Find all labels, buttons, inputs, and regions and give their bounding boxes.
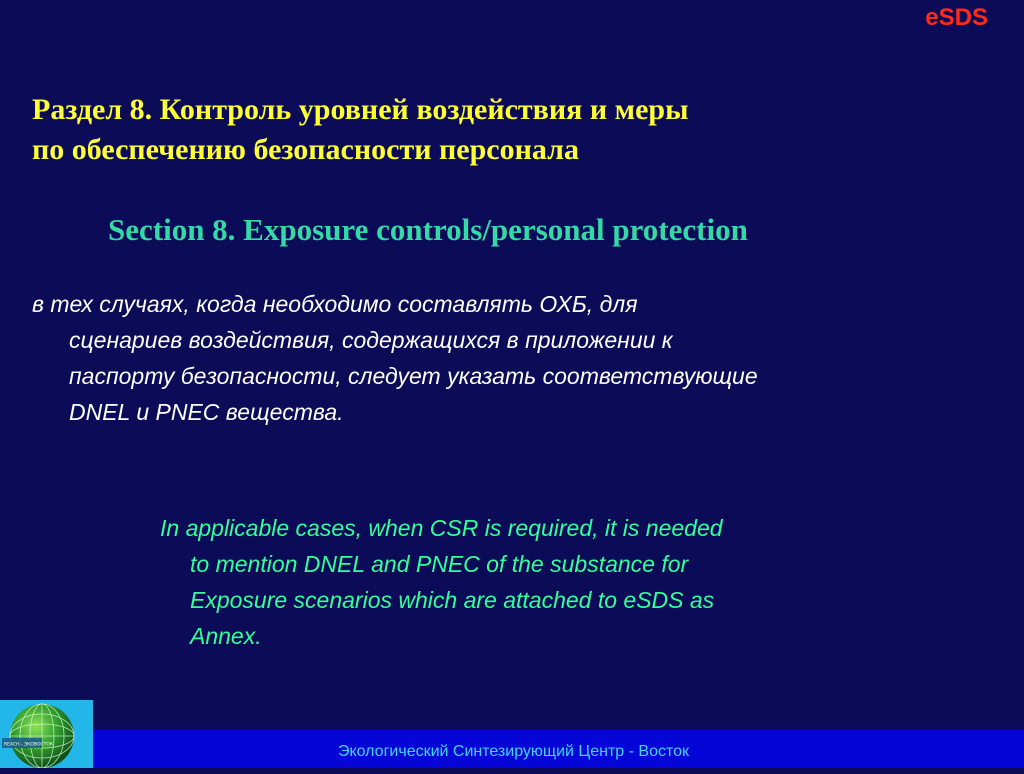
logo-caption: REACH - ЭКОВОСТОК: [4, 742, 54, 748]
paragraph-ru-line: в тех случаях, когда необходимо составлять ОХБ, для: [32, 291, 638, 317]
paragraph-ru: [32, 286, 912, 430]
paragraph-ru-line: паспорту безопасности, следует указать соответствующие: [69, 363, 758, 389]
brand-label: eSDS: [925, 4, 988, 31]
paragraph-en-line: to mention DNEL and PNEC of the substance for: [190, 551, 689, 577]
footer-bar: [93, 730, 1024, 768]
organization-logo: [0, 700, 93, 768]
slide-title-en: Section 8. Exposure controls/personal protection: [108, 212, 748, 247]
paragraph-en-line: Annex.: [190, 623, 262, 649]
paragraph-ru-line: сценариев воздействия, содержащихся в приложении к: [69, 327, 673, 353]
footer-organization-name: Экологический Синтезирующий Центр - Восток: [337, 743, 690, 760]
globe-icon: [0, 700, 93, 768]
title-ru-line-2: по обеспечению безопасности персонала: [32, 133, 579, 166]
slide-title-ru: [32, 90, 972, 170]
paragraph-en-line: Exposure scenarios which are attached to eSDS as: [190, 587, 715, 613]
title-ru-line-1: Раздел 8. Контроль уровней воздействия и меры: [32, 93, 689, 126]
paragraph-en-line: In applicable cases, when CSR is required, it is needed: [160, 515, 723, 541]
paragraph-en: [160, 510, 980, 654]
paragraph-ru-line: DNEL и PNEC вещества.: [69, 399, 344, 425]
